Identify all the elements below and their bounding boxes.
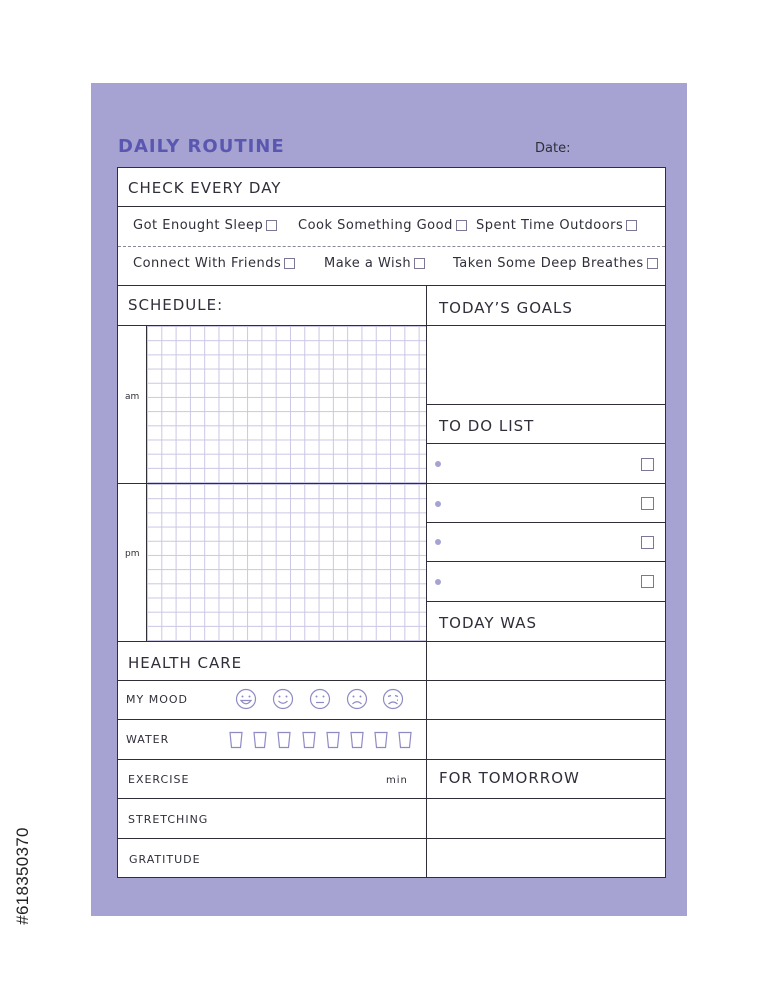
check-item-label: Got Enought Sleep: [133, 218, 264, 233]
check-item-label: Spent Time Outdoors: [476, 218, 624, 233]
gratitude-label: GRATITUDE: [129, 853, 201, 866]
todo-checkbox[interactable]: [641, 575, 654, 588]
divider: [118, 680, 427, 681]
schedule-grid-am[interactable]: [147, 326, 426, 483]
water-label: WATER: [126, 733, 170, 746]
column-divider: [426, 285, 427, 878]
exercise-label: EXERCISE: [128, 773, 190, 786]
water-cup-icon[interactable]: [276, 731, 292, 749]
water-cup-icon[interactable]: [325, 731, 341, 749]
divider: [118, 285, 665, 286]
checkbox[interactable]: [266, 220, 277, 231]
schedule-heading: SCHEDULE:: [128, 296, 224, 314]
water-cup-icon[interactable]: [228, 731, 244, 749]
divider: [426, 601, 665, 602]
for-tomorrow-heading: FOR TOMORROW: [439, 769, 580, 787]
divider: [118, 641, 665, 642]
divider: [426, 325, 665, 326]
checkbox[interactable]: [647, 258, 658, 269]
check-item-cook[interactable]: [298, 218, 467, 233]
checkbox[interactable]: [456, 220, 467, 231]
check-item-label: Make a Wish: [324, 256, 412, 271]
water-cup-icon[interactable]: [397, 731, 413, 749]
sad-face-icon[interactable]: [346, 688, 368, 710]
bullet-icon: [435, 539, 441, 545]
today-was-heading: TODAY WAS: [439, 614, 538, 632]
checkbox[interactable]: [626, 220, 637, 231]
neutral-face-icon[interactable]: [309, 688, 331, 710]
schedule-grid-pm[interactable]: [147, 484, 426, 641]
divider: [426, 680, 665, 681]
planner-card: [117, 167, 666, 878]
divider: [426, 719, 665, 720]
check-item-sleep[interactable]: [133, 218, 277, 233]
divider: [118, 798, 665, 799]
crying-face-icon[interactable]: [382, 688, 404, 710]
am-label: am: [125, 392, 140, 402]
todays-goals-heading: TODAY’S GOALS: [439, 299, 573, 317]
dashed-divider: [118, 246, 665, 247]
todo-checkbox[interactable]: [641, 497, 654, 510]
check-item-breathes[interactable]: [453, 256, 658, 271]
check-item-friends[interactable]: [133, 256, 295, 271]
divider: [426, 522, 665, 523]
divider: [118, 838, 665, 839]
exercise-unit: min: [386, 775, 408, 786]
check-item-wish[interactable]: [324, 256, 425, 271]
date-label: Date:: [535, 141, 571, 156]
water-cup-icon[interactable]: [349, 731, 365, 749]
mood-label: MY MOOD: [126, 693, 188, 706]
divider: [118, 206, 665, 207]
todo-checkbox[interactable]: [641, 458, 654, 471]
bullet-icon: [435, 501, 441, 507]
page-title: DAILY ROUTINE: [118, 136, 285, 157]
check-every-day-heading: CHECK EVERY DAY: [128, 179, 282, 197]
bullet-icon: [435, 579, 441, 585]
health-care-heading: HEALTH CARE: [128, 654, 243, 672]
smiling-face-icon[interactable]: [272, 688, 294, 710]
bullet-icon: [435, 461, 441, 467]
divider: [118, 759, 665, 760]
check-item-label: Taken Some Deep Breathes: [453, 256, 644, 271]
todo-checkbox[interactable]: [641, 536, 654, 549]
laughing-face-icon[interactable]: [235, 688, 257, 710]
check-item-label: Connect With Friends: [133, 256, 282, 271]
divider: [118, 719, 427, 720]
checkbox[interactable]: [414, 258, 425, 269]
water-cup-icon[interactable]: [301, 731, 317, 749]
divider: [426, 561, 665, 562]
todo-heading: TO DO LIST: [439, 417, 535, 435]
water-cup-icon[interactable]: [373, 731, 389, 749]
water-cup-icon[interactable]: [252, 731, 268, 749]
stock-id-text: #618350370: [13, 826, 32, 925]
divider: [426, 404, 665, 405]
stock-id-label: [8, 768, 38, 983]
divider: [426, 483, 665, 484]
divider: [426, 443, 665, 444]
stretching-label: STRETCHING: [128, 813, 209, 826]
check-item-label: Cook Something Good: [298, 218, 453, 233]
checkbox[interactable]: [284, 258, 295, 269]
pm-label: pm: [125, 549, 140, 559]
check-item-outdoors[interactable]: [476, 218, 637, 233]
